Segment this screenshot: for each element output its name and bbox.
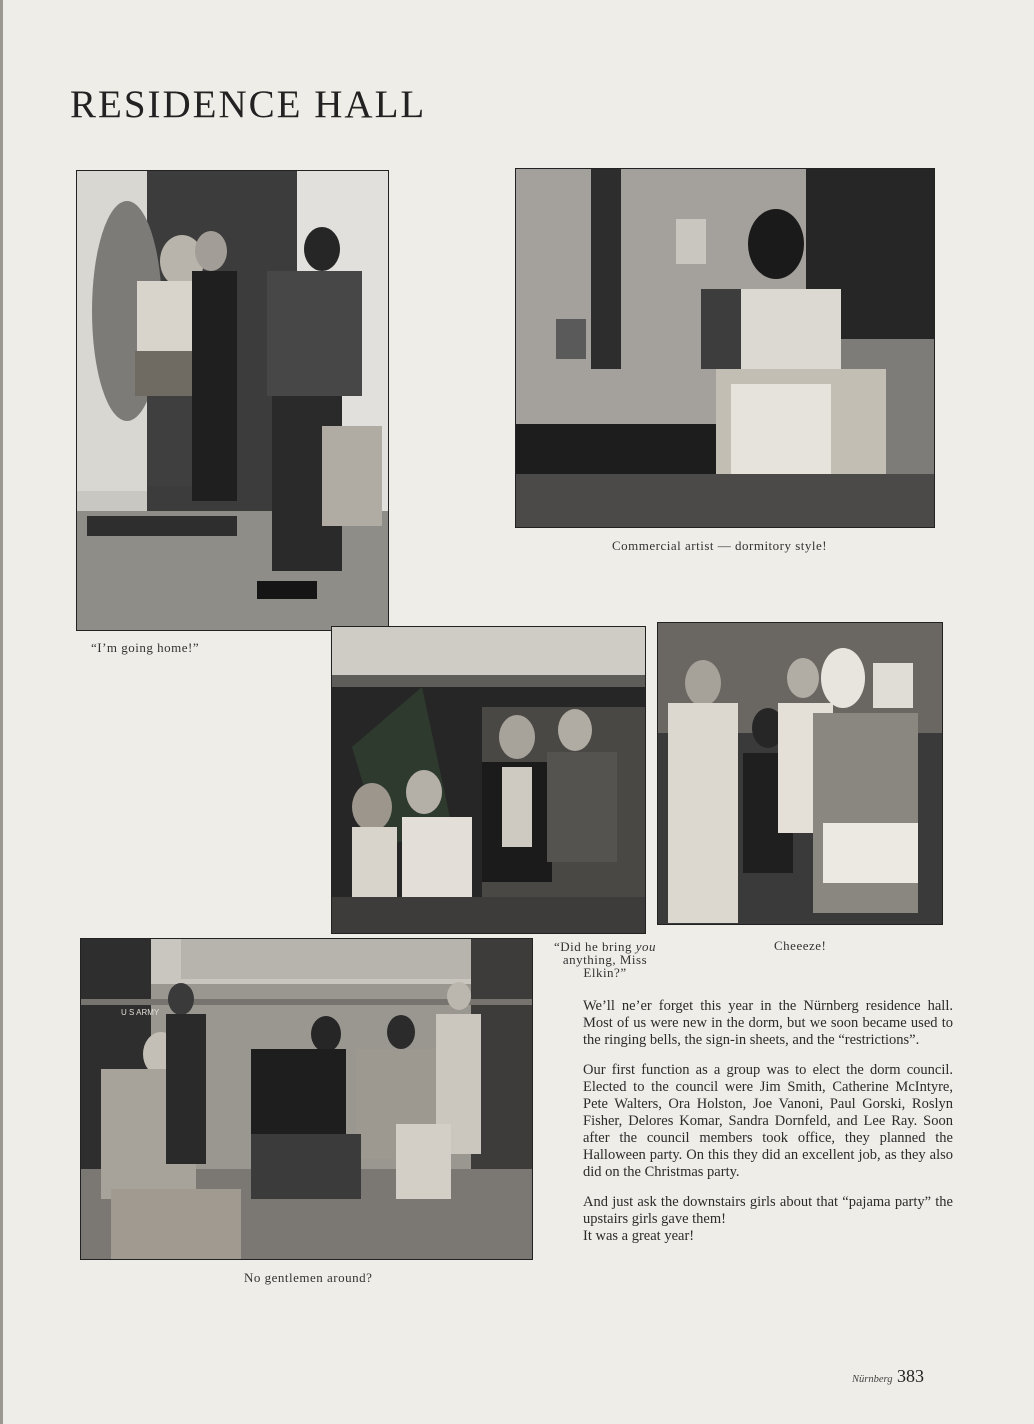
article-paragraph: Our first function as a group was to elect the dorm council. Elected to the council were Jim Smith, Catherine McIntyre, Pete Walters, Ora Holston, Joe Vanoni, Paul Gorski, Roslyn Fisher, Delores Komar, Sandra Dornfeld, and Lee Ray. Soon after the council members took office, they planned the Halloween party. On this they did an excellent job, as they also did on the Christmas party. — [583, 1062, 953, 1180]
caption-cheeeze: Cheeeze! — [774, 938, 827, 953]
photo-cheeeze — [657, 622, 943, 925]
bus-sign-text: U S ARMY — [121, 1008, 160, 1017]
photo-commercial-artist — [515, 168, 935, 528]
page-number: 383 — [897, 1366, 924, 1386]
caption-miss-elkin-part1: “Did he bring — [553, 939, 636, 954]
caption-commercial-artist: Commercial artist — dormitory style! — [612, 538, 828, 553]
article-paragraph: And just ask the downstairs girls about that “pajama party” the upstairs girls gave them! — [583, 1194, 953, 1227]
photo-no-gentlemen — [80, 938, 533, 1260]
caption-miss-elkin-part2: anything, Miss Elkin?” — [562, 952, 648, 980]
page-title: RESIDENCE HALL — [70, 83, 427, 126]
caption-no-gentlemen: No gentlemen around? — [244, 1270, 373, 1285]
article-body — [583, 998, 953, 1245]
photo-going-home — [76, 170, 389, 631]
page-spine-edge — [0, 0, 3, 1424]
photo-miss-elkin — [331, 626, 646, 934]
footer-label: Nürnberg — [852, 1374, 893, 1385]
caption-miss-elkin-emphasis: you — [635, 939, 656, 954]
caption-going-home: “I’m going home!” — [91, 640, 200, 655]
caption-miss-elkin — [540, 940, 670, 979]
article-paragraph: It was a great year! — [583, 1228, 695, 1244]
article-paragraph: We’ll ne’er forget this year in the Nürnberg residence hall. Most of us were new in the dorm, but we soon became used to the ringing bells, the sign-in sheets, and the “restrictions”. — [583, 998, 953, 1048]
